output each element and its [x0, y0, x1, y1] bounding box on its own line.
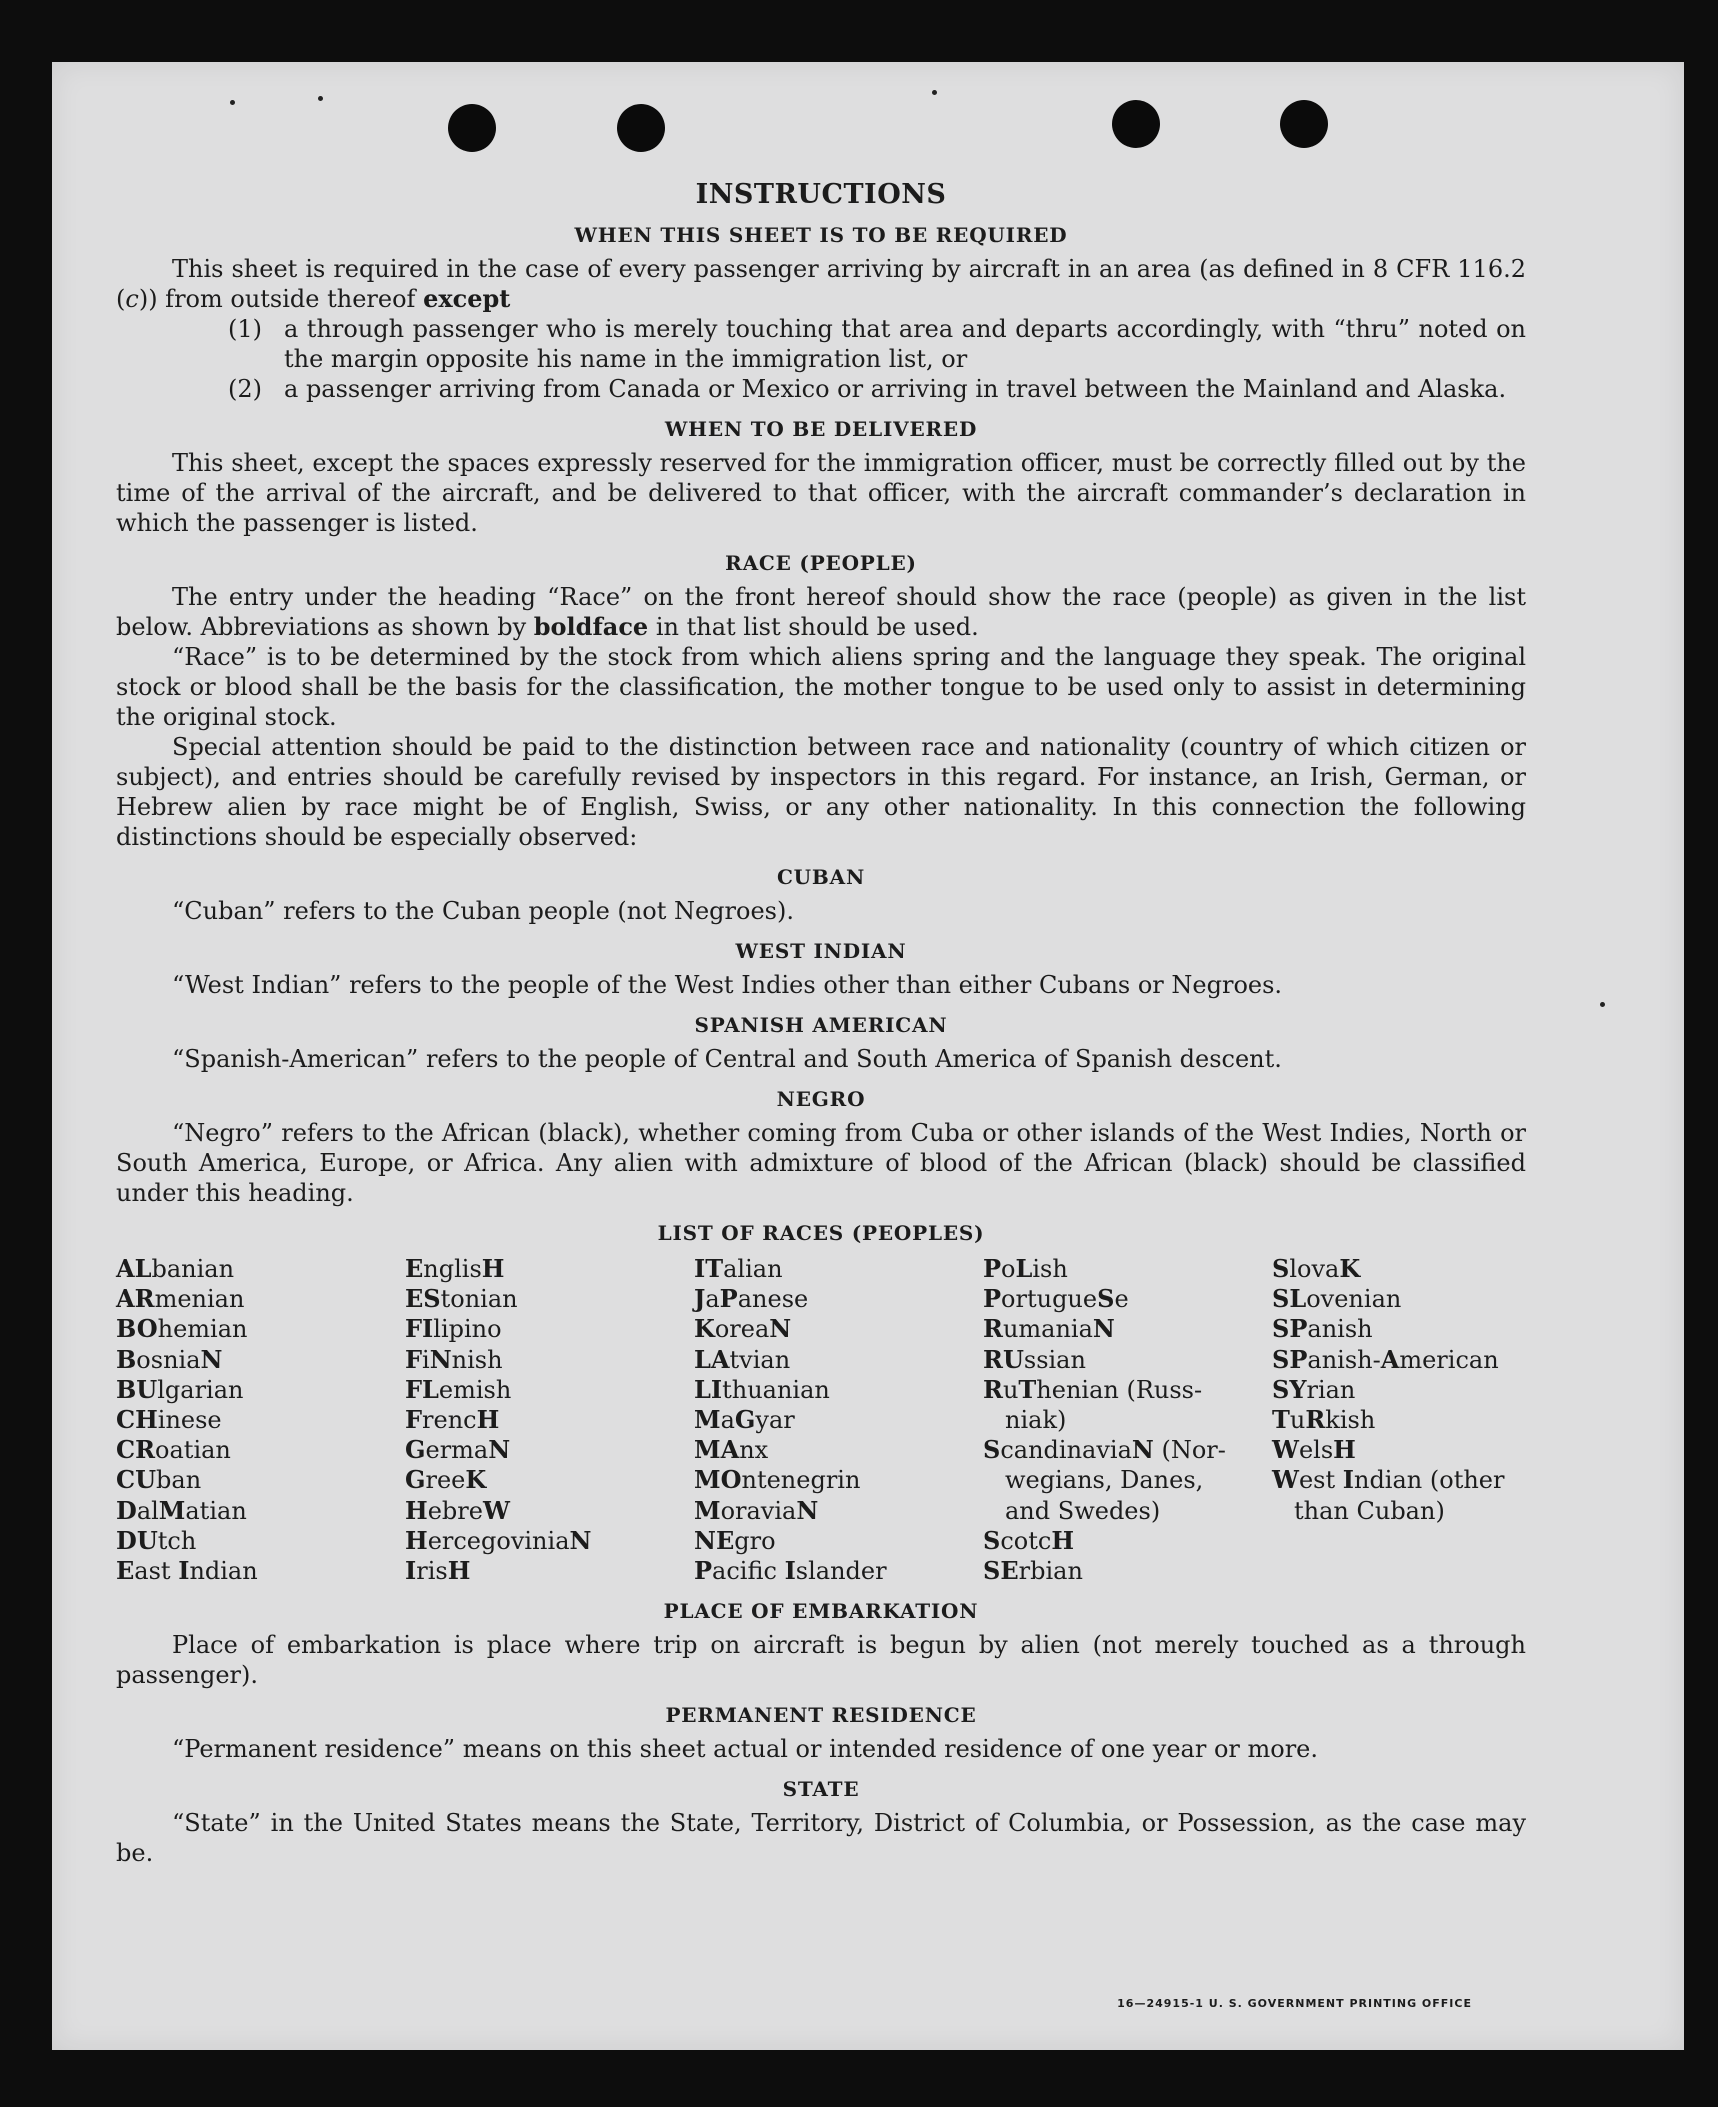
race-entry: CHinese: [116, 1405, 222, 1435]
speck: [1600, 1002, 1605, 1007]
instructions-body: [116, 180, 1526, 1868]
race-entry: MoraviaN: [694, 1495, 819, 1525]
race-entry: EnglisH: [405, 1254, 505, 1283]
race-entry: RumaniaN: [983, 1314, 1115, 1344]
race-entry: SYrian: [1272, 1374, 1356, 1404]
race-entry: JaPanese: [694, 1284, 809, 1314]
race-paragraph-2: “Race” is to be determined by the stock from which aliens spring and the language they speak. The original stock or blood shall be the basis for the classification, the mother tongue to be used only to assist in determining the original stock.: [116, 643, 1526, 731]
race-entry: SLovenian: [1272, 1284, 1402, 1314]
race-entry: CRoatian: [116, 1435, 231, 1465]
race-entry: TuRkish: [1272, 1405, 1376, 1435]
race-entry: SPanish-American: [1272, 1344, 1499, 1374]
race-entry: GreeK: [405, 1465, 487, 1495]
race-entry: MaGyar: [694, 1405, 795, 1435]
race-entry: BOhemian: [116, 1314, 248, 1344]
race-entry: FIlipino: [405, 1314, 502, 1344]
printer-imprint: 16—24915-1 U. S. GOVERNMENT PRINTING OFFICE: [1117, 1997, 1472, 2010]
heading-delivered: WHEN TO BE DELIVERED: [664, 417, 978, 441]
race-entry: LAtvian: [694, 1344, 791, 1374]
race-entry: DalMatian: [116, 1495, 247, 1525]
race-entry: IrisH: [405, 1556, 471, 1586]
punch-hole: [1280, 100, 1328, 148]
race-paragraph-3: Special attention should be paid to the distinction between race and nationality (country of which citizen or subject), and entries should be carefully revised by inspectors in this regard. For instance, an Irish, German, or Hebrew alien by race might be of English, Swiss, or any other nationality. In this connection the following distinctions should be especially observed:: [116, 733, 1526, 851]
heading-negro: NEGRO: [776, 1087, 866, 1111]
race-entry: ScandinaviaN (Nor-: [983, 1435, 1226, 1465]
races-column: [983, 1254, 1272, 1586]
race-entry: EStonian: [405, 1284, 518, 1314]
race-entry: ARmenian: [116, 1284, 245, 1314]
race-entry: NEgro: [694, 1525, 776, 1555]
race-entry: and Swedes): [1005, 1496, 1161, 1525]
punch-hole: [1112, 100, 1160, 148]
heading-cuban: CUBAN: [776, 865, 866, 889]
race-entry: niak): [1005, 1406, 1067, 1435]
negro-text: “Negro” refers to the African (black), whether coming from Cuba or other islands of the West Indies, North or South America, Europe, or Africa. Any alien with admixture of blood of the African (black) should be classified under this heading.: [116, 1119, 1526, 1207]
heading-embarkation: PLACE OF EMBARKATION: [663, 1599, 979, 1624]
races-column: [116, 1254, 405, 1586]
cuban-text: “Cuban” refers to the Cuban people (not Negroes).: [172, 897, 794, 925]
race-entry: wegians, Danes,: [1005, 1466, 1204, 1495]
spanish-american-text: “Spanish-American” refers to the people of Central and South America of Spanish descent.: [172, 1045, 1282, 1073]
race-entry: ALbanian: [116, 1254, 235, 1283]
punch-hole: [448, 104, 496, 152]
heading-required: WHEN THIS SHEET IS TO BE REQUIRED: [574, 223, 1068, 247]
race-entry: SErbian: [983, 1556, 1083, 1586]
race-entry: SPanish: [1272, 1314, 1373, 1344]
heading-races-list: LIST OF RACES (PEOPLES): [657, 1221, 985, 1245]
race-entry: GermaN: [405, 1435, 511, 1465]
race-entry: HebreW: [405, 1495, 510, 1525]
race-entry: RuThenian (Russ-: [983, 1374, 1203, 1404]
race-entry: LIthuanian: [694, 1374, 830, 1404]
race-entry: FLemish: [405, 1374, 512, 1404]
heading-spanish-american: SPANISH AMERICAN: [694, 1013, 948, 1037]
race-entry: RUssian: [983, 1344, 1086, 1374]
required-item: (1) a through passenger who is merely touching that area and departs accordingly, with “thru” noted on the margin opposite his name in the immigration list, or: [228, 315, 1526, 373]
race-entry: MOntenegrin: [694, 1465, 861, 1495]
document-page: [52, 62, 1684, 2050]
required-item: (2) a passenger arriving from Canada or Mexico or arriving in travel between the Mainland and Alaska.: [228, 375, 1507, 403]
punch-hole: [617, 104, 665, 152]
west-indian-text: “West Indian” refers to the people of the West Indies other than either Cubans or Negroes.: [172, 971, 1283, 999]
races-list: [116, 1254, 1526, 1586]
race-entry: East Indian: [116, 1556, 258, 1586]
races-column: [1272, 1254, 1534, 1586]
page-title: INSTRUCTIONS: [695, 179, 947, 210]
race-entry: CUban: [116, 1465, 202, 1495]
race-entry: SlovaK: [1272, 1254, 1361, 1283]
delivered-text: This sheet, except the spaces expressly reserved for the immigration officer, must be correctly filled out by the time of the arrival of the aircraft, and be delivered to that officer, with the aircraft commander’s declaration in which the passenger is listed.: [116, 449, 1526, 537]
heading-residence: PERMANENT RESIDENCE: [665, 1703, 977, 1728]
heading-west-indian: WEST INDIAN: [735, 939, 907, 963]
race-entry: KoreaN: [694, 1314, 792, 1344]
heading-race: RACE (PEOPLE): [725, 551, 917, 575]
state-text: “State” in the United States means the State, Territory, District of Columbia, or Possession, as the case may be.: [116, 1809, 1526, 1868]
race-entry: FrencH: [405, 1405, 500, 1435]
speck: [932, 90, 937, 95]
required-intro: This sheet is required in the case of every passenger arriving by aircraft in an area (as defined in 8 CFR 116.2 (c)) from outside thereof except: [116, 255, 1526, 313]
race-entry: DUtch: [116, 1525, 197, 1555]
race-entry: Pacific Islander: [694, 1556, 887, 1586]
race-entry: ITalian: [694, 1254, 783, 1283]
race-entry: ScotcH: [983, 1525, 1075, 1555]
embarkation-text: Place of embarkation is place where trip on aircraft is begun by alien (not merely touched as a through passenger).: [116, 1631, 1526, 1690]
speck: [230, 100, 235, 105]
race-entry: HercegoviniaN: [405, 1525, 592, 1555]
races-column: [694, 1254, 983, 1586]
race-entry: FiNnish: [405, 1344, 503, 1374]
race-entry: BUlgarian: [116, 1374, 244, 1404]
race-entry: PortugueSe: [983, 1284, 1129, 1314]
race-entry: West Indian (other: [1272, 1465, 1505, 1495]
race-entry: BosniaN: [116, 1344, 223, 1374]
race-entry: PoLish: [983, 1254, 1068, 1283]
speck: [318, 96, 323, 101]
race-entry: MAnx: [694, 1435, 769, 1465]
residence-text: “Permanent residence” means on this sheet actual or intended residence of one year or more.: [172, 1735, 1318, 1764]
race-paragraph-1: The entry under the heading “Race” on the front hereof should show the race (people) as given in the list below. Abbreviations as shown by boldface in that list should be used.: [116, 583, 1526, 641]
heading-state: STATE: [782, 1777, 860, 1802]
race-entry: than Cuban): [1294, 1496, 1445, 1525]
race-entry: WelsH: [1272, 1435, 1356, 1465]
races-column: [405, 1254, 694, 1586]
